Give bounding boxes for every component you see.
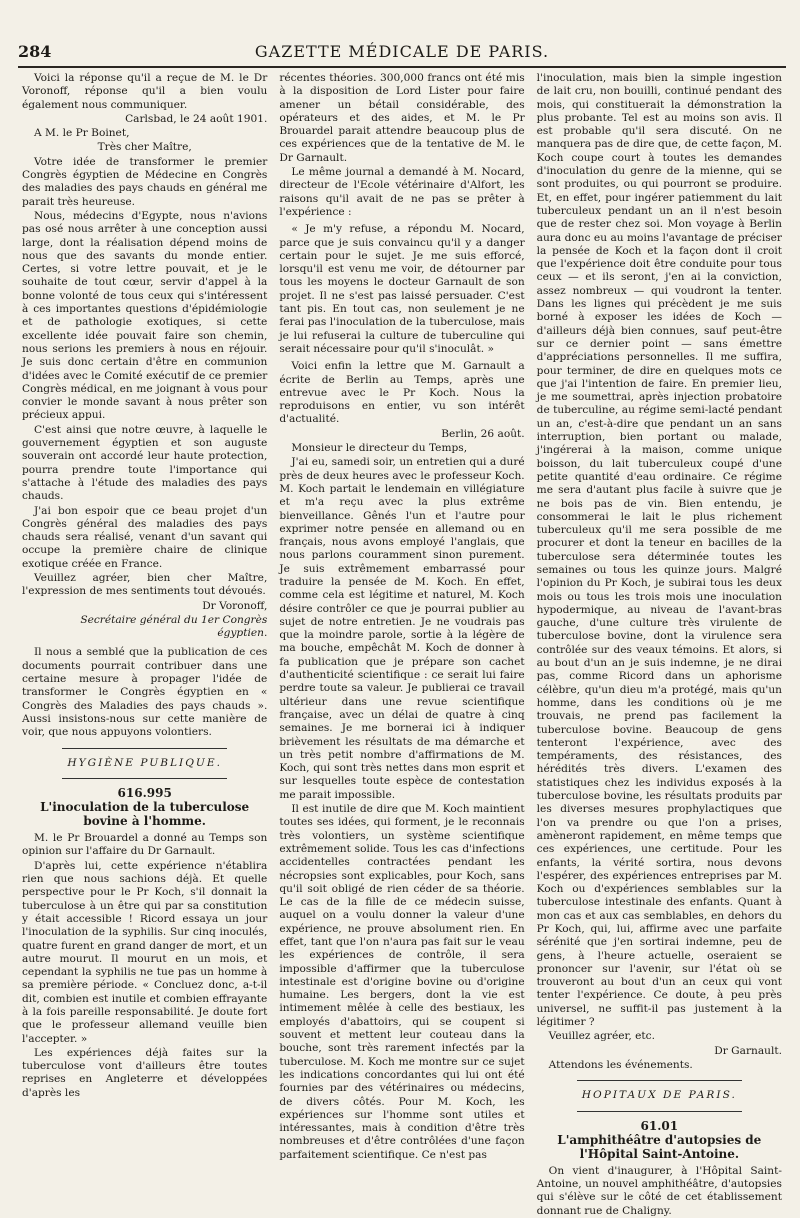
divider bbox=[62, 748, 227, 749]
column-1 bbox=[22, 72, 268, 1099]
letter-salutation: A M. le Pr Boinet, bbox=[34, 127, 130, 140]
paragraph: Il est inutile de dire que M. Koch maintient toutes ses idées, qui forment, je le reconnais très volontiers, un système scientifique extrêmement solide. Tous les cas d'infections accidentelles contractées pendant les nécropsies sont explicables, pour Koch, sans qu'il soit obligé de rien céder de sa théorie. Le cas de la fille de ce médecin suisse, auquel on a voulu donner la valeur d'une expérience, ne prouve absolument rien. En effet, tant que l'on n'aura pas fait sur le veau les expériences de contrôle, il sera impossible d'affirmer que la tuberculose intestinale est d'origine bovine ou d'origine humaine. Les bergers, dont la vie est intimement mêlée à celle des bestiaux, les employés d'abattoirs, qui se coupent si souvent et mettent leur couteau dans la bouche, sont très rarement infectés par la tuberculose. M. Koch me montre sur ce sujet les indications concordantes qui lui ont été fournies par des vétérinaires ou médecins, de divers côtés. Pour M. Koch, les expériences sur l'homme sont utiles et intéressantes, mais à condition d'être très nombreuses et d'être contrôlées d'une façon parfaitement scientifique. Ce n'est pas bbox=[279, 803, 525, 1161]
section-heading: HOPITAUX DE PARIS. bbox=[581, 1089, 737, 1102]
paragraph: On vient d'inaugurer, à l'Hôpital Saint-Antoine, un nouvel amphithéâtre, d'autopsies qui s'élève sur le côté de cet établissement donnant rue de Chaligny. bbox=[536, 1164, 782, 1217]
paragraph: J'ai eu, samedi soir, un entretien qui a duré près de deux heures avec le professeur Koch. M. Koch partait le lendemain en villégiature et m'a reçu avec la plus extrême bienveillance. Gênés l'un et l'autre pour exprimer notre pensée en allemand ou en français, nous avons employé l'anglais, que nous parlons couramment sinon purement. Je suis extrêmement embarrassé pour traduire la pensée de M. Koch. En effet, comme cela est légitime et naturel, M. Koch désire contrôler ce que je pourrai publier au sujet de notre entretien. Je ne voudrais pas que la moindre parole, sortie à la légère de ma bouche, empêchât M. Koch de donner à fa publication que je prépare son cachet d'authenticité scientifique : ce serait lui faire perdre toute sa valeur. Je publierai ce travail ultérieur dans une revue scientifique française, avec un délai de quatre à cinq semaines. Je me bornerai ici à indiquer brièvement les résultats de ma démarche et un très petit nombre d'affirmations de M. Koch, qui sont très nettes dans mon esprit et sur lesquelles toute espèce de contestation me parait impossible. bbox=[279, 456, 525, 801]
article-headline: L'amphithéâtre d'autopsies de l'Hôpital Saint-Antoine. bbox=[557, 1132, 762, 1161]
letter-date: Carlsbad, le 24 août 1901. bbox=[125, 112, 268, 125]
paragraph: M. le Pr Brouardel a donné au Temps son opinion sur l'affaire du Dr Garnault. bbox=[22, 832, 268, 858]
paragraph: Veuillez agréer, bien cher Maître, l'expression de mes sentiments tout dévoués. bbox=[22, 571, 268, 598]
paragraph: Le même journal a demandé à M. Nocard, directeur de l'Ecole vétérinaire d'Alfort, les raisons qu'il avait de ne pas se prêter à l'expérience : bbox=[279, 166, 525, 218]
paragraph: D'après lui, cette expérience n'établira rien que nous sachions déjà. Et quelle perspective pour le Pr Koch, s'il donnait la tuberculose à un être qui par sa constitution y était accessible ! Ricord essaya un jour l'inoculation de la syphilis. Sur cinq inoculés, quatre furent en grand danger de mort, et un autre mourut. Il mourut en un mois, et cependant la syphilis ne tue pas un homme à sa première période. « Concluez donc, a-t-il dit, combien est inutile et combien effrayante à la fois pareille responsabilité. Je doute fort que le professeur allemand veuille bien l'accepter. » bbox=[22, 859, 268, 1045]
article-headline: L'inoculation de la tuberculose bovine à l'homme. bbox=[40, 800, 250, 829]
letter-date: Berlin, 26 août. bbox=[441, 427, 525, 440]
paragraph: l'inoculation, mais bien la simple ingestion de lait cru, non bouilli, continué pendant des mois, qui constituerait la démonstration la plus probante. Tel est au moins son avis. Il est probable qu'il sera discuté. On ne manquera pas de dire que, de cette façon, M. Koch coupe court à toutes les demandes d'inoculation du genre de la mienne, qui se sont produites, ou qui pourront se produire. Et, en effet, pour ingérer patiemment du lait tuberculeux pendant un an il n'est besoin que de rester chez soi. Mon voyage à Berlin aura donc eu au moins l'avantage de préciser la pensée de Koch et la façon dont il croit que l'expérience doit être conduite pour tous ceux — et ils seront, j'en ai la conviction, assez nombreux — qui voudront la tenter. Dans les lignes qui précèdent je me suis borné à exposer les idées de Koch — d'ailleurs déjà bien connues, sauf peut-être sur ce dernier point — sans émettre d'appréciations personnelles. Il me suffira, pour terminer, de dire en quelques mots ce que j'ai l'intention de faire. En premier lieu, je me soumettrai, après injection probatoire de tuberculine, au régime semi-lacté pendant un an, c'est-à-dire que pendant un an sans interruption, bien portant ou malade, j'ingérerai à la maison, comme unique boisson, du lait tuberculeux coupé d'une petite quantité d'eau ordinaire. Ce régime me sera d'autant plus facile à suivre que je ne bois pas de vin. Bien entendu, je consommerai le lait le plus richement tuberculeux qu'il me sera possible de me procurer et dont la teneur en bacilles de la tuberculose sera déterminée toutes les semaines ou tous les quinze jours. Malgré l'opinion du Pr Koch, je subirai tous les deux mois ou tous les trois mois une inoculation hypodermique, au niveau de l'avant-bras gauche, d'une culture très virulente de tuberculose bovine, dont la virulence sera contrôlée sur des veaux témoins. Et alors, si au bout d'un an je suis indemne, je ne dirai pas, comme Ricord dans un aphorisme célèbre, qu'un dieu m'a protégé, mais qu'un homme, dans les conditions où je me trouvais, ne prend pas facilement la tuberculose bovine. Beaucoup de gens tenteront l'expérience, avec des tempéraments, des résistances, des hérédités très divers. L'examen des statistiques chez les individus exposés à la tuberculose bovine, les résultats produits par les diverses mesures prophylactiques que l'on va prendre ou que l'on a prises, amèneront rapidement, en même temps que ces expériences, une certitude. Pour les enfants, la vérité sortira, nous devons l'espérer, des expériences entreprises par M. Koch ou d'expériences semblables sur la tuberculose intestinale des enfants. Quant à mon cas et aux cas semblables, en dehors du Pr Koch, qui, lui, affirme avec une parfaite sérénité que j'en sortirai indemne, peu de gens, à l'heure actuelle, oseraient se prononcer sur l'avenir, sur l'état où se trouveront au bout d'un an ceux qui vont tenter l'expérience. Ce doute, à peu près universel, ne suffit-il pas justement à la légitimer ? bbox=[536, 72, 782, 1029]
letter-salutation: Monsieur le directeur du Temps, bbox=[291, 442, 468, 455]
paragraph: Il nous a semblé que la publication de ces documents pourrait contribuer dans une certaine mesure à propager l'idée de transformer le Congrès égyptien en « Congrès des Maladies des pays chauds ». Aussi insistons-nous sur cette manière de voir, que nous appuyons volontiers. bbox=[22, 646, 268, 739]
paragraph: Voici la réponse qu'il a reçue de M. le Dr Voronoff, réponse qu'il a bien voulu également nous communiquer. bbox=[22, 72, 268, 111]
signature-title-text: Secrétaire général du 1er Congrès égyptien. bbox=[80, 613, 268, 640]
page-number: 284 bbox=[18, 42, 52, 61]
page-header bbox=[18, 42, 786, 66]
divider bbox=[62, 778, 227, 779]
column-2 bbox=[279, 72, 525, 1161]
paragraph: Votre idée de transformer le premier Congrès égyptien de Médecine en Congrès des maladies des pays chauds en général me parait très heureuse. bbox=[22, 155, 268, 208]
paragraph: C'est ainsi que notre œuvre, à laquelle le gouvernement égyptien et son auguste souverain ont accordé leur haute protection, pourra prendre toute l'importance qui s'attache à l'étude des maladies des pays chauds. bbox=[22, 423, 268, 503]
paragraph: « Je m'y refuse, a répondu M. Nocard, parce que je suis convaincu qu'il y a danger certain pour le sujet. Je me suis efforcé, lorsqu'il est venu me voir, de détourner par tous les moyens le docteur Garnault de son projet. Il ne s'est pas laissé persuader. C'est tant pis. En tout cas, non seulement je ne ferai pas l'inoculation de la tuberculose, mais je lui refuserai la culture de tuberculine qui serait nécessaire pour qu'il s'inoculât. » bbox=[279, 223, 525, 355]
paragraph: J'ai bon espoir que ce beau projet d'un Congrès général des maladies des pays chauds sera réalisé, venant d'un savant qui occupe la première chaire de clinique exotique créée en France. bbox=[22, 504, 268, 570]
header-rule bbox=[18, 66, 786, 68]
signature: Dr Voronoff, bbox=[202, 599, 268, 612]
paragraph: Nous, médecins d'Egypte, nous n'avions pas osé nous arrêter à une conception aussi large, dont la réalisation dépend moins de nous que des savants du monde entier. Certes, si votre lettre pouvait, et je le souhaite de tout cœur, servir d'appel à la bonne volonté de tous ceux qui s'intéressent à ces importantes questions d'épidémiologie et de pathologie exotiques, si cette excellente idée pouvait faire son chemin, nous serions les premiers à nous en réjouir. Je suis donc certain d'être en communion d'idées avec le Comité exécutif de ce premier Congrès médical, en me joignant à vous pour convier le monde savant à nous prêter son précieux appui. bbox=[22, 209, 268, 422]
divider bbox=[577, 1080, 742, 1081]
divider bbox=[577, 1111, 742, 1112]
signature-title bbox=[22, 614, 267, 641]
running-title: GAZETTE MÉDICALE DE PARIS. bbox=[254, 42, 550, 61]
paragraph: Voici enfin la lettre que M. Garnault a écrite de Berlin au Temps, après une entrevue avec le Pr Koch. Nous la reproduisons en entier, vu son intérêt d'actualité. bbox=[279, 360, 525, 426]
signature: Dr Garnault. bbox=[714, 1044, 782, 1057]
section-heading: HYGIÈNE PUBLIQUE. bbox=[67, 756, 222, 769]
column-3 bbox=[536, 72, 782, 1217]
paragraph: Veuillez agréer, etc. bbox=[548, 1030, 655, 1043]
letter-salutation: Très cher Maître, bbox=[97, 141, 192, 154]
paragraph: récentes théories. 300,000 francs ont été mis à la disposition de Lord Lister pour faire amener un bétail considérable, des opérateurs et des aides, et M. le Pr Brouardel parait attendre beaucoup plus de ces expériences que de la tentative de M. le Dr Garnault. bbox=[279, 72, 525, 164]
article-number: 61.01 bbox=[640, 1118, 679, 1133]
columns bbox=[22, 72, 782, 1217]
paragraph: Attendons les événements. bbox=[548, 1058, 693, 1071]
paragraph: Les expériences déjà faites sur la tuberculose vont d'ailleurs être toutes reprises en Angleterre et développées d'après les bbox=[22, 1046, 268, 1099]
article-number: 616.995 bbox=[117, 785, 172, 800]
